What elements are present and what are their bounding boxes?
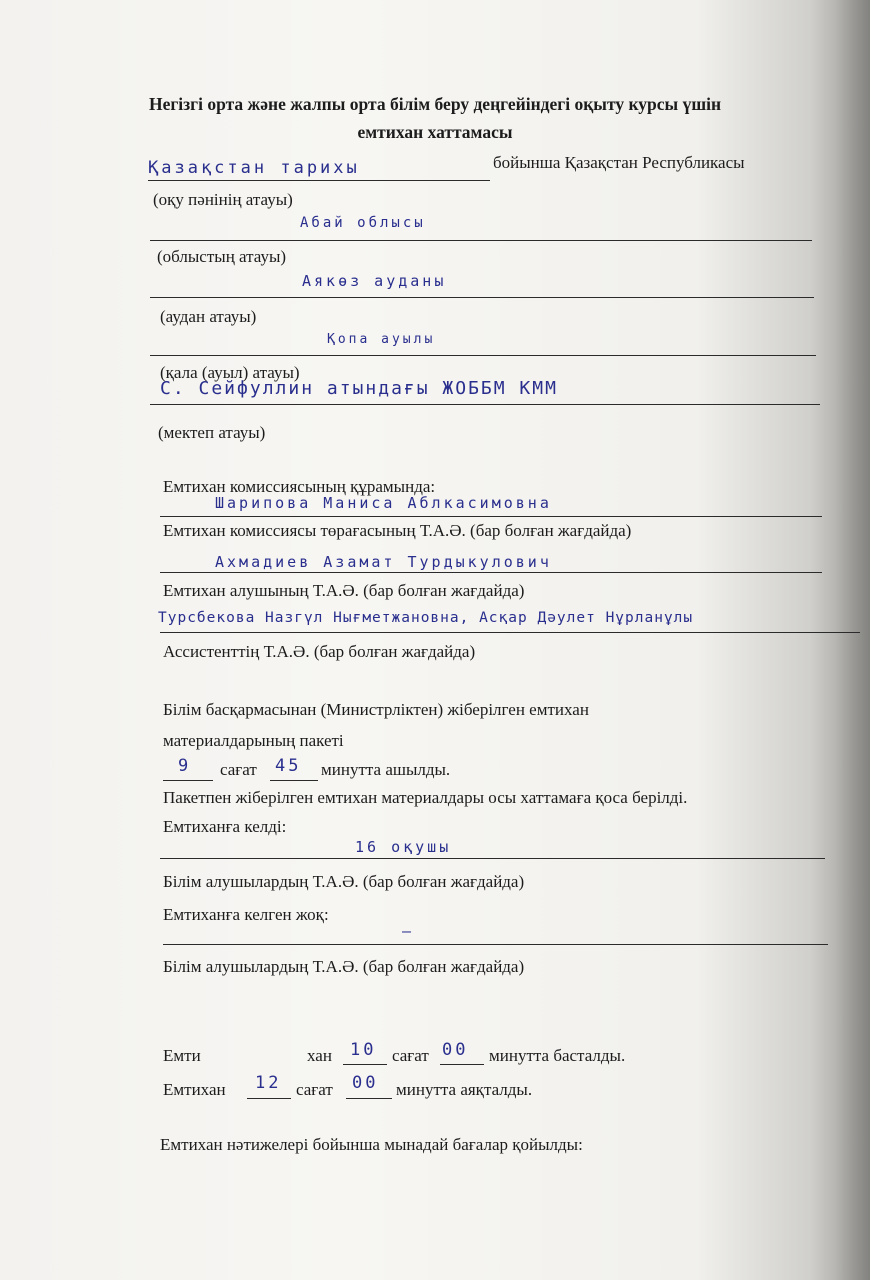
package-minute-word: минутта ашылды. <box>321 760 451 779</box>
page-edge-shadow <box>810 0 870 1280</box>
attended-label: Емтиханға келді: <box>163 817 287 836</box>
absent-label: Емтиханға келген жоқ: <box>163 905 329 924</box>
package-minute-value: 45 <box>275 756 302 776</box>
package-hour-word: сағат <box>220 760 257 779</box>
package-hour-value: 9 <box>178 756 192 776</box>
district-label: (аудан атауы) <box>160 307 257 326</box>
commission-label: Емтихан комиссиясының құрамында: <box>163 477 436 496</box>
examiner-value: Ахмадиев Азамат Турдыкулович <box>215 553 552 571</box>
start-minute-underline <box>440 1064 484 1065</box>
settlement-label: (қала (ауыл) атауы) <box>160 363 300 382</box>
examiner-label: Емтихан алушының Т.А.Ә. (бар болған жағдайда) <box>163 581 525 600</box>
settlement-value: Қопа ауылы <box>327 332 436 347</box>
results-label: Емтихан нәтижелері бойынша мынадай бағалар қойылды: <box>160 1135 583 1154</box>
attended-value: 16 оқушы <box>355 838 452 856</box>
package-hour-underline <box>163 780 213 781</box>
region-underline <box>150 240 812 241</box>
subject-underline <box>148 180 490 181</box>
school-underline <box>150 404 820 405</box>
district-value: Аякөз ауданы <box>302 272 447 290</box>
examiner-underline <box>160 572 822 573</box>
start-hour-value: 10 <box>350 1040 377 1060</box>
start-hour-underline <box>343 1064 387 1065</box>
attended-names-label: Білім алушылардың Т.А.Ә. (бар болған жағдайда) <box>163 872 525 891</box>
assistant-label: Ассистенттің Т.А.Ә. (бар болған жағдайда) <box>163 642 476 661</box>
start-hour-word: сағат <box>392 1046 429 1065</box>
end-word1: Емтихан <box>163 1080 226 1099</box>
subject-value: Қазақстан тарихы <box>148 158 360 178</box>
region-label: (облыстың атауы) <box>157 247 287 266</box>
assistant-value: Турсбекова Назгүл Нығметжановна, Асқар Дәулет Нұрланұлы <box>158 610 694 626</box>
end-hour-value: 12 <box>255 1073 282 1093</box>
commission-chair-underline <box>160 516 822 517</box>
absent-names-label: Білім алушылардың Т.А.Ә. (бар болған жағдайда) <box>163 957 525 976</box>
absent-underline <box>163 944 828 945</box>
package-attached-note: Пакетпен жіберілген емтихан материалдары осы хаттамаға қоса берілді. <box>163 788 688 807</box>
absent-value: — <box>402 922 415 940</box>
assistant-underline <box>160 632 860 633</box>
end-minute-word: минутта аяқталды. <box>396 1080 533 1099</box>
document-title-line1: Негізгі орта және жалпы орта білім беру деңгейіндегі оқыту курсы үшін <box>148 94 722 114</box>
end-minute-underline <box>346 1098 392 1099</box>
start-minute-value: 00 <box>442 1040 469 1060</box>
start-word1: Емти <box>163 1046 201 1065</box>
school-value: С. Сейфуллин атындағы ЖОББМ КММ <box>160 378 558 399</box>
district-underline <box>150 297 814 298</box>
attended-underline <box>160 858 825 859</box>
start-minute-word: минутта басталды. <box>489 1046 626 1065</box>
subject-label: (оқу пәнінің атауы) <box>153 190 293 209</box>
commission-chair-label: Емтихан комиссиясы төрағасының Т.А.Ә. (бар болған жағдайда) <box>163 521 632 540</box>
region-value: Абай облысы <box>300 215 426 231</box>
package-minute-underline <box>270 780 318 781</box>
end-hour-underline <box>247 1098 291 1099</box>
package-line2: материалдарының пакеті <box>163 731 344 750</box>
end-minute-value: 00 <box>352 1073 379 1093</box>
document-title-line2: емтихан хаттамасы <box>357 122 513 142</box>
start-word2: хан <box>307 1046 332 1065</box>
school-label: (мектеп атауы) <box>158 423 266 442</box>
settlement-underline <box>150 355 816 356</box>
package-line1: Білім басқармасынан (Министрліктен) жіберілген емтихан <box>163 700 589 719</box>
subject-suffix: бойынша Қазақстан Республикасы <box>493 153 745 172</box>
end-hour-word: сағат <box>296 1080 333 1099</box>
commission-chair-value: Шарипова Маниса Аблкасимовна <box>215 494 552 512</box>
